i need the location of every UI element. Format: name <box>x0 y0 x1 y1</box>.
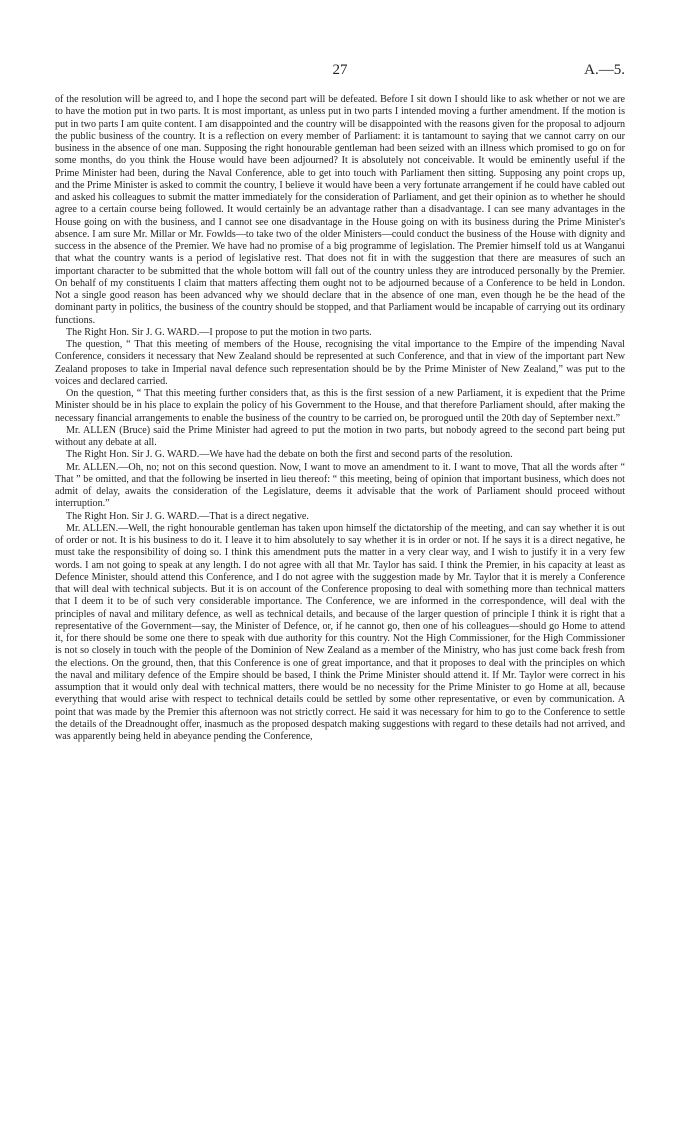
paragraph: The Right Hon. Sir J. G. WARD.—We have had the debate on both the first and second parts of the resolution. <box>66 449 513 461</box>
paragraph: Mr. ALLEN.—Oh, no; not on this second question. Now, I want to move an amendment to it. I want to move, That all the words after “ That ” be omitted, and that the following be inserted in lieu thereof: “ this meeting, being of opinion that important business, which does not admit of delay, awaits the consideration of the Legislature, deems it advisable that the work of Parliament should proceed without interruption.” <box>55 461 625 510</box>
page-number: 27 <box>332 62 348 78</box>
document-reference: A.—5. <box>584 62 625 78</box>
page-header <box>55 62 625 82</box>
paragraph-continued: of the resolution will be agreed to, and I hope the second part will be defeated. Before I sit down I should like to ask whether or not we are to have the motion put in two parts. It is most important, as unless put in two parts I intended moving a further amendment. If the motion is put in two parts I am quite content. I am disappointed and the country will be disappointed with the reasons given for the proposal to adjourn the public business of the country. It is a reflection on every member of Parliament: it is tantamount to saying that we cannot carry on our business in the absence of one man. Supposing the right honourable gentleman had been seized with an illness which promised to go on for some months, do you think the House would have been adjourned? It is absolutely not conceivable. It would be eminently useful if the Prime Minister had been, during the Naval Conference, able to get into touch with Parliament then sitting. Supposing any point crops up, and the Prime Minister is asked to commit the country, I believe it would have been a very fortunate arrangement if he could have cabled out and asked his colleagues to submit the matter immediately for the consideration of Parliament, and get their opinion as to whether he should agree to a certain course being followed. It would certainly be an advantage rather than a disadvantage. I can see many advantages in the House going on with the business, and I cannot see one disadvantage in the House going on with its business during the Prime Minister's absence. I am sure Mr. Millar or Mr. Fowlds—to take two of the older Ministers—could conduct the business of the House with dignity and success in the absence of the Premier. We have had no promise of a big programme of legislation. The Premier himself told us at Wanganui that what the country wants is a period of legislative rest. That does not fit in with the suggestion that there are measures of such an important character to be submitted that the whole bottom will fall out of the country unless they are introduced personally by the Premier. On behalf of my constituents I claim that matters affecting them ought not to be adjourned because of a Conference to be held in London. Not a single good reason has been advanced why we should declare that in the absence of one man, even though he be the head of the dominant party in politics, the business of the country should be stopped, and that Parliament would be incapable of carrying out its ordinary functions. <box>55 94 625 326</box>
paragraph: The Right Hon. Sir J. G. WARD.—That is a direct negative. <box>66 510 309 522</box>
paragraph: On the question, “ That this meeting further considers that, as this is the first session of a new Parliament, it is expedient that the Prime Minister should be in his place to explain the policy of his Government to the House, and that therefore Parliament should, after making the necessary financial arrangements to enable the business of the country to be carried on, be prorogued until the 20th day of September next.” <box>55 388 625 424</box>
body-text <box>55 94 625 743</box>
paragraph: The Right Hon. Sir J. G. WARD.—I propose to put the motion in two parts. <box>66 326 372 338</box>
paragraph: Mr. ALLEN.—Well, the right honourable gentleman has taken upon himself the dictatorship of the meeting, and can say whether it is out of order or not. It is his business to do it. I leave it to him absolutely to say whether it is in order or not. If he says it is a direct negative, he must take the responsibility of doing so. I think this amendment puts the matter in a very clear way, and I wish to justify it in a very few words. I am not going to speak at any length. I do not agree with all that Mr. Taylor has said. I think the Premier, in his capacity at least as Defence Minister, should attend this Conference, and I do not agree with the suggestion made by Mr. Taylor that it is merely a Conference that will deal with technical subjects. But it is on account of the Conference proposing to deal with something more than technical matters that I deem it to be of such very considerable importance. The Conference, we are informed in the correspondence, will deal with the principles of naval and military defence, as well as technical details, and because of the larger question of principle I think it is right that a representative of the Government—say, the Minister of Defence, or, if he cannot go, then one of his colleagues—should go Home to attend it, for there should be some one there to speak with due authority for this country. Not the High Commissioner, for the High Commissioner is not so closely in touch with the people of the Dominion of New Zealand as a member of the Ministry, who has just come back fresh from the elections. On the ground, then, that this Conference is one of great importance, and that it proposes to deal with the principles on which the naval and military defence of the Empire should be based, I think the Prime Minister should attend it. If Mr. Taylor were correct in his assumption that it would only deal with technical matters, there would be no necessity for the Prime Minister to go Home at all, because everything that would arise with respect to technical details could be settled by some other representative, or even by communication. A point that was made by the Premier this afternoon was not strictly correct. He said it was necessary for him to go to the Conference to settle the details of the Dreadnought offer, inasmuch as the proposed despatch making suggestions with regard to these details had not arrived, and was apparently being held in abeyance pending the Conference, <box>55 522 625 742</box>
paragraph: The question, “ That this meeting of members of the House, recognising the vital importance to the Empire of the impending Naval Conference, considers it necessary that New Zealand should be represented at such Conference, and that in view of the important part New Zealand proposes to take in Imperial naval defence such representation should be by the Prime Minister of New Zealand,” was put to the voices and declared carried. <box>55 339 625 387</box>
paragraph: Mr. ALLEN (Bruce) said the Prime Minister had agreed to put the motion in two parts, but nobody agreed to the second part being put without any debate at all. <box>55 424 625 448</box>
